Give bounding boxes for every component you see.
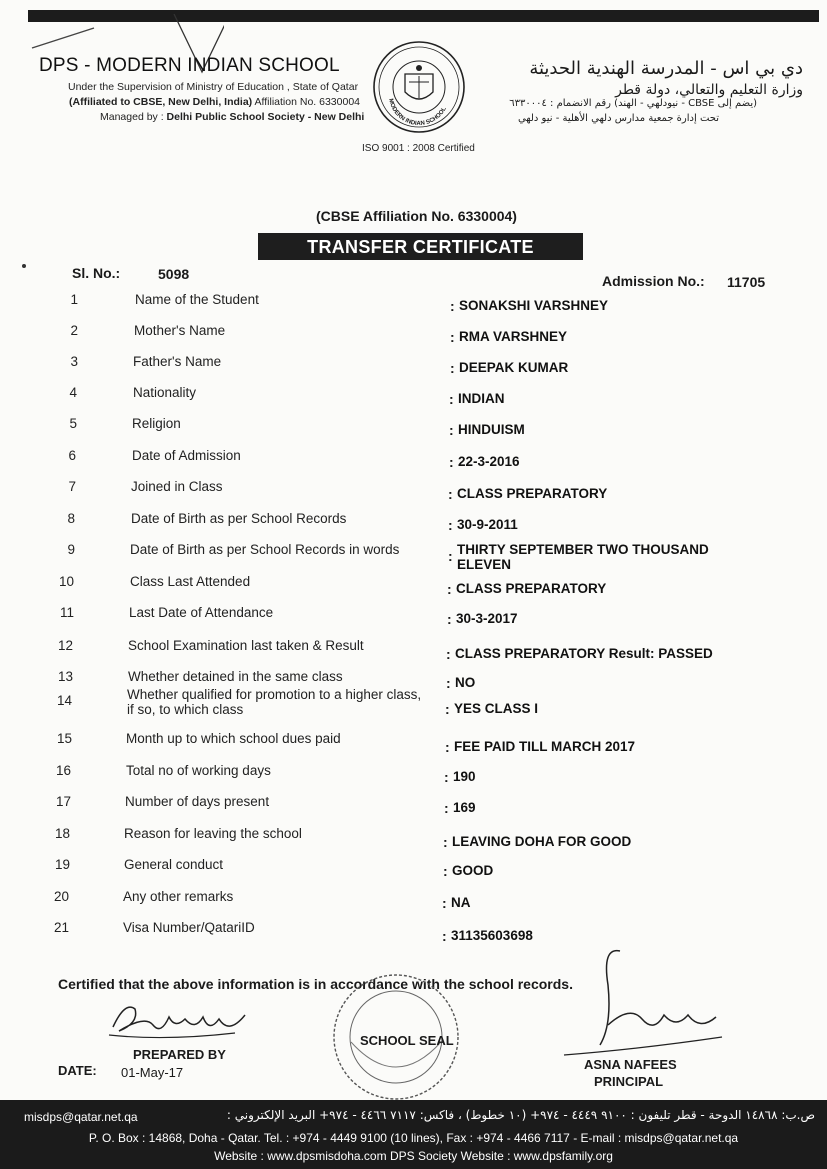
field-row bbox=[0, 542, 827, 572]
field-label bbox=[133, 354, 221, 369]
field-label-text: Nationality bbox=[133, 385, 197, 400]
field-label-text: Religion bbox=[132, 416, 181, 431]
field-row bbox=[0, 857, 827, 887]
serial-label: Sl. No.: bbox=[72, 265, 121, 281]
field-label bbox=[132, 448, 241, 463]
field-number: 7 bbox=[68, 479, 76, 494]
footer-email: misdps@qatar.net.qa bbox=[24, 1110, 138, 1124]
field-label bbox=[128, 669, 343, 684]
principal-title: PRINCIPAL bbox=[594, 1074, 664, 1089]
field-value bbox=[454, 739, 635, 754]
field-label bbox=[128, 638, 364, 653]
field-label-text: Date of Birth as per School Records in words bbox=[130, 542, 400, 557]
field-value bbox=[452, 863, 493, 878]
field-value-text: INDIAN bbox=[458, 391, 505, 406]
field-number: 15 bbox=[56, 731, 72, 746]
field-number: 3 bbox=[70, 354, 78, 369]
field-label-text-line2: if so, to which class bbox=[127, 702, 244, 717]
field-number: 13 bbox=[57, 669, 73, 684]
managed-by-line bbox=[100, 111, 364, 123]
field-value bbox=[455, 675, 475, 690]
field-number: 21 bbox=[53, 920, 69, 935]
field-label bbox=[130, 542, 399, 557]
field-label bbox=[126, 731, 341, 746]
field-value-text: 30-9-2011 bbox=[457, 517, 518, 532]
field-value-text: 22-3-2016 bbox=[458, 454, 520, 469]
field-value bbox=[456, 581, 606, 596]
field-value-text: FEE PAID TILL MARCH 2017 bbox=[454, 739, 636, 754]
certificate-title: TRANSFER CERTIFICATE bbox=[258, 233, 583, 260]
field-row bbox=[0, 638, 827, 668]
ministry-arabic: وزارة التعليم والتعالي، دولة قطر bbox=[615, 82, 803, 98]
field-number: 12 bbox=[57, 638, 73, 653]
field-label bbox=[123, 889, 233, 904]
date-value: 01-May-17 bbox=[121, 1065, 184, 1080]
field-colon: : bbox=[445, 701, 450, 717]
admission-label: Admission No.: bbox=[602, 273, 705, 289]
field-row bbox=[0, 292, 827, 322]
affiliation-bold: (Affiliated to CBSE, New Delhi, India) bbox=[69, 96, 253, 108]
field-value bbox=[459, 298, 608, 313]
field-row bbox=[0, 687, 827, 733]
field-value-text: 30-3-2017 bbox=[456, 611, 518, 626]
field-value bbox=[451, 895, 471, 910]
field-label-text: Month up to which school dues paid bbox=[126, 731, 341, 746]
field-value bbox=[451, 928, 533, 943]
iso-certification: ISO 9001 : 2008 Certified bbox=[362, 143, 475, 154]
field-value bbox=[457, 542, 709, 572]
field-number: 14 bbox=[56, 693, 72, 708]
footer-bar bbox=[0, 1100, 827, 1169]
field-value-text: NO bbox=[455, 675, 476, 690]
supervision-line: Under the Supervision of Ministry of Education , State of Qatar bbox=[68, 81, 359, 93]
field-row bbox=[0, 511, 827, 541]
field-label-text: Class Last Attended bbox=[130, 574, 251, 589]
field-value bbox=[458, 454, 520, 469]
field-number: 4 bbox=[69, 385, 77, 400]
field-label bbox=[132, 416, 181, 431]
affiliation-line bbox=[69, 96, 360, 108]
field-value bbox=[458, 391, 505, 406]
field-value-text: RMA VARSHNEY bbox=[459, 329, 568, 344]
field-label bbox=[135, 292, 259, 307]
preparer-signature bbox=[105, 995, 255, 1045]
field-row bbox=[0, 763, 827, 793]
managed-by-value: Delhi Public School Society - New Delhi bbox=[166, 111, 365, 123]
field-colon: : bbox=[443, 834, 448, 850]
principal-signature bbox=[560, 945, 730, 1060]
field-value-text-line2: ELEVEN bbox=[457, 557, 512, 572]
field-label-text: Reason for leaving the school bbox=[124, 826, 302, 841]
field-colon: : bbox=[446, 675, 451, 691]
field-number: 18 bbox=[54, 826, 70, 841]
field-number: 16 bbox=[55, 763, 71, 778]
field-label-text: Whether detained in the same class bbox=[128, 669, 343, 684]
school-logo-icon bbox=[372, 40, 466, 134]
field-colon: : bbox=[442, 895, 447, 911]
field-label-text: General conduct bbox=[124, 857, 224, 872]
field-value-text: 169 bbox=[453, 800, 476, 815]
field-label bbox=[126, 763, 271, 778]
field-value bbox=[459, 329, 567, 344]
field-number: 2 bbox=[70, 323, 78, 338]
school-name-english: DPS - MODERN INDIAN SCHOOL bbox=[39, 55, 340, 76]
field-number: 6 bbox=[68, 448, 76, 463]
field-colon: : bbox=[448, 517, 453, 533]
field-value bbox=[456, 611, 518, 626]
field-number: 11 bbox=[59, 605, 74, 620]
field-number: 10 bbox=[58, 574, 74, 589]
footer-arabic-contact: ص.ب: ١٤٨٦٨ الدوحة - قطر تليفون : ٩١٠٠ ٤٤٤٩ - ٩٧٤+ (١٠ خطوط) ، فاكس: ٧١١٧ ٤٤٦٦ - ٩٧٤+ البريد الإلكتروني : bbox=[226, 1108, 815, 1122]
field-row bbox=[0, 605, 827, 635]
field-value bbox=[454, 701, 538, 716]
certification-statement: Certified that the above information is in accordance with the school records. bbox=[58, 976, 573, 992]
field-value bbox=[458, 422, 525, 437]
field-value-text: CLASS PREPARATORY bbox=[457, 486, 608, 501]
field-label bbox=[124, 857, 223, 872]
field-label-text: Total no of working days bbox=[126, 763, 271, 778]
logo-arc-text: MODERN INDIAN SCHOOL bbox=[387, 98, 448, 128]
field-colon: : bbox=[448, 548, 453, 564]
field-value bbox=[452, 834, 631, 849]
field-colon: : bbox=[448, 486, 453, 502]
field-value-text: GOOD bbox=[452, 863, 494, 878]
field-label-text: Mother's Name bbox=[134, 323, 226, 338]
field-row bbox=[0, 385, 827, 415]
affiliation-number: Affiliation No. 6330004 bbox=[252, 96, 360, 108]
field-row bbox=[0, 731, 827, 761]
seal-label: SCHOOL SEAL bbox=[360, 1033, 454, 1048]
field-number: 8 bbox=[67, 511, 75, 526]
ink-dot bbox=[22, 264, 26, 268]
field-label bbox=[123, 920, 255, 935]
field-row bbox=[0, 826, 827, 856]
field-value-text: 31135603698 bbox=[451, 928, 533, 943]
field-label-text: Date of Admission bbox=[132, 448, 241, 463]
field-colon: : bbox=[449, 391, 454, 407]
field-number: 20 bbox=[53, 889, 69, 904]
field-colon: : bbox=[446, 646, 451, 662]
field-label-text: Joined in Class bbox=[131, 479, 223, 494]
field-value-text: DEEPAK KUMAR bbox=[459, 360, 569, 375]
field-colon: : bbox=[449, 454, 454, 470]
field-value-text: 190 bbox=[453, 769, 476, 784]
field-label-text: Whether qualified for promotion to a higher class, bbox=[127, 687, 422, 702]
affiliation-arabic: (يضم إلى CBSE - نيودلهي - الهند) رقم الانضمام : ٦٣٣٠٠٠٤ bbox=[509, 98, 757, 109]
prepared-by-label: PREPARED BY bbox=[133, 1047, 226, 1062]
field-value-text: HINDUISM bbox=[458, 422, 525, 437]
field-colon: : bbox=[450, 329, 455, 345]
field-label-text: Visa Number/QatariID bbox=[123, 920, 255, 935]
field-row bbox=[0, 416, 827, 446]
field-label-text: Last Date of Attendance bbox=[129, 605, 274, 620]
principal-name: ASNA NAFEES bbox=[584, 1057, 677, 1072]
managed-arabic: تحت إدارة جمعية مدارس دلهي الأهلية - نيو دلهي bbox=[517, 113, 719, 124]
field-colon: : bbox=[450, 360, 455, 376]
field-colon: : bbox=[447, 611, 452, 627]
serial-number: 5098 bbox=[158, 266, 190, 282]
footer-contact-line: P. O. Box : 14868, Doha - Qatar. Tel. : +974 - 4449 9100 (10 lines), Fax : +974 - 4466 7117 - E-mail : misdps@qatar.net.qa bbox=[88, 1131, 739, 1145]
field-colon: : bbox=[450, 298, 455, 314]
field-label bbox=[131, 511, 346, 526]
field-row bbox=[0, 354, 827, 384]
field-label bbox=[129, 605, 273, 620]
field-colon: : bbox=[444, 769, 449, 785]
field-colon: : bbox=[444, 800, 449, 816]
field-value bbox=[457, 486, 607, 501]
field-colon: : bbox=[449, 422, 454, 438]
field-row bbox=[0, 889, 827, 919]
field-colon: : bbox=[447, 581, 452, 597]
field-colon: : bbox=[443, 863, 448, 879]
field-colon: : bbox=[445, 739, 450, 755]
field-colon: : bbox=[442, 928, 447, 944]
field-label-text: Number of days present bbox=[125, 794, 270, 809]
field-label bbox=[130, 574, 250, 589]
field-number: 1 bbox=[70, 292, 78, 307]
field-label bbox=[131, 479, 223, 494]
school-name-arabic: دي بي اس - المدرسة الهندية الحديثة bbox=[529, 58, 803, 79]
date-label: DATE: bbox=[58, 1063, 97, 1078]
field-label-text: Date of Birth as per School Records bbox=[131, 511, 347, 526]
field-number: 9 bbox=[67, 542, 75, 557]
field-value bbox=[453, 800, 476, 815]
field-label bbox=[133, 385, 196, 400]
field-label bbox=[124, 826, 302, 841]
field-number: 5 bbox=[69, 416, 77, 431]
field-value-text: CLASS PREPARATORY Result: PASSED bbox=[455, 646, 713, 661]
field-label-text: Any other remarks bbox=[123, 889, 234, 904]
field-value bbox=[453, 769, 476, 784]
footer-website-line: Website : www.dpsmisdoha.com DPS Society Website : www.dpsfamily.org bbox=[214, 1149, 613, 1163]
admission-number: 11705 bbox=[727, 274, 766, 290]
managed-label: Managed by : bbox=[100, 111, 167, 123]
field-label bbox=[125, 794, 269, 809]
field-label bbox=[127, 687, 421, 717]
field-value-text: YES CLASS I bbox=[454, 701, 539, 716]
field-value-text: THIRTY SEPTEMBER TWO THOUSAND bbox=[457, 542, 709, 557]
field-row bbox=[0, 794, 827, 824]
field-label-text: School Examination last taken & Result bbox=[128, 638, 364, 653]
field-value bbox=[459, 360, 568, 375]
field-row bbox=[0, 448, 827, 478]
field-value-text: LEAVING DOHA FOR GOOD bbox=[452, 834, 632, 849]
cbse-affiliation: (CBSE Affiliation No. 6330004) bbox=[316, 208, 517, 224]
field-value bbox=[455, 646, 713, 661]
field-number: 19 bbox=[54, 857, 70, 872]
field-label bbox=[134, 323, 225, 338]
field-row bbox=[0, 323, 827, 353]
field-label-text: Father's Name bbox=[133, 354, 222, 369]
field-number: 17 bbox=[55, 794, 71, 809]
field-value-text: NA bbox=[451, 895, 471, 910]
field-row bbox=[0, 479, 827, 509]
field-value-text: SONAKSHI VARSHNEY bbox=[459, 298, 609, 313]
field-row bbox=[0, 574, 827, 604]
field-label-text: Name of the Student bbox=[135, 292, 259, 307]
field-value-text: CLASS PREPARATORY bbox=[456, 581, 607, 596]
field-value bbox=[457, 517, 518, 532]
